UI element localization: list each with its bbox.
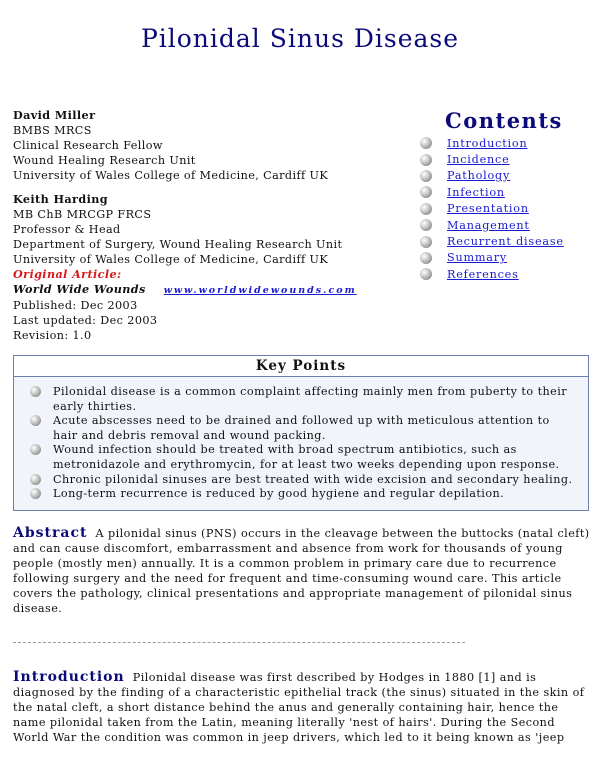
bullet-icon — [30, 415, 41, 426]
key-points-heading: Key Points — [14, 356, 588, 377]
bullet-icon — [420, 268, 432, 280]
author-affiliation: University of Wales College of Medicine, Cardiff UK — [13, 253, 329, 266]
page-title: Pilonidal Sinus Disease — [140, 24, 460, 53]
key-point-item — [30, 443, 578, 472]
contents-link-summary[interactable]: Summary — [447, 251, 508, 265]
updated-date: Last updated: Dec 2003 — [13, 314, 158, 327]
abstract-heading: Abstract — [13, 525, 88, 541]
bullet-icon — [30, 444, 41, 455]
key-point-item — [30, 414, 578, 443]
author-role: Clinical Research Fellow — [13, 139, 163, 152]
bullet-icon — [420, 186, 432, 198]
key-point-item — [30, 385, 578, 414]
key-point-text: Wound infection should be treated with broad spectrum antibiotics, such as metronidazole and erythromycin, for at least two weeks depending upon response. — [53, 443, 560, 471]
contents-link-introduction[interactable]: Introduction — [447, 136, 528, 150]
key-point-text: Acute abscesses need to be drained and followed up with meticulous attention to hair and debris removal and wound packing. — [53, 414, 550, 442]
author-name: David Miller — [13, 108, 96, 122]
key-point-item — [30, 487, 578, 502]
key-point-text: Pilonidal disease is a common complaint affecting mainly men from puberty to their early thirties. — [53, 385, 568, 413]
bullet-icon — [420, 219, 432, 231]
bullet-icon — [420, 170, 432, 182]
contents-item — [420, 151, 590, 167]
bullet-icon — [420, 137, 432, 149]
key-points-box — [13, 355, 589, 511]
author-unit: Wound Healing Research Unit — [13, 154, 196, 167]
author-unit: Department of Surgery, Wound Healing Research Unit — [13, 238, 343, 251]
revision: Revision: 1.0 — [13, 329, 92, 342]
published-date: Published: Dec 2003 — [13, 299, 138, 312]
journal-link[interactable]: www.worldwidewounds.com — [163, 285, 357, 296]
bullet-icon — [30, 474, 41, 485]
contents-item — [420, 201, 590, 217]
introduction-section — [13, 670, 591, 746]
abstract-section — [13, 526, 591, 616]
bullet-icon — [420, 203, 432, 215]
bullet-icon — [420, 154, 432, 166]
contents-link-presentation[interactable]: Presentation — [447, 202, 529, 216]
key-point-item — [30, 473, 578, 488]
contents-link-references[interactable]: References — [447, 267, 519, 281]
contents-panel — [420, 108, 590, 283]
contents-item — [420, 250, 590, 266]
section-divider — [13, 642, 465, 643]
author-affiliation: University of Wales College of Medicine, Cardiff UK — [13, 169, 329, 182]
journal-line — [13, 282, 413, 298]
contents-link-incidence[interactable]: Incidence — [447, 153, 510, 167]
author-name: Keith Harding — [13, 192, 108, 206]
contents-link-management[interactable]: Management — [447, 218, 530, 232]
key-point-text: Long-term recurrence is reduced by good hygiene and regular depilation. — [53, 487, 505, 501]
contents-link-pathology[interactable]: Pathology — [447, 169, 511, 183]
abstract-text: A pilonidal sinus (PNS) occurs in the cleavage between the buttocks (natal cleft) and can cause discomfort, embarrassment and absence from work for thousands of young people (mostly men) annually. It is a common problem in primary care due to recurrence following surgery and the need for frequent and time-consuming wound care. This article covers the pathology, clinical presentations and appropriate management of pilonidal sinus disease. — [13, 527, 590, 615]
contents-link-infection[interactable]: Infection — [447, 185, 505, 199]
key-point-text: Chronic pilonidal sinuses are best treated with wide excision and secondary healing. — [53, 472, 573, 486]
bullet-icon — [420, 236, 432, 248]
bullet-icon — [420, 252, 432, 264]
author-role: Professor & Head — [13, 223, 121, 236]
author-credential: BMBS MRCS — [13, 124, 92, 137]
contents-item — [420, 217, 590, 233]
bullet-icon — [30, 488, 41, 499]
contents-item — [420, 266, 590, 282]
original-article-label: Original Article: — [13, 267, 122, 281]
contents-link-recurrent-disease[interactable]: Recurrent disease — [447, 235, 564, 249]
bullet-icon — [30, 386, 41, 397]
contents-item — [420, 184, 590, 200]
contents-item — [420, 168, 590, 184]
journal-name: World Wide Wounds — [13, 282, 146, 296]
contents-heading: Contents — [445, 108, 563, 133]
introduction-heading: Introduction — [13, 669, 125, 685]
introduction-text: Pilonidal disease was first described by Hodges in 1880 [1] and is diagnosed by the finding of a characteristic epithelial track (the sinus) situated in the skin of the natal cleft, a short distance behind the anus and generally containing hair, hence the name pilonidal taken from the Latin, meaning literally 'nest of hairs'. During the Second World War the condition was common in jeep drivers, which led to it being known as 'jeep — [13, 671, 585, 744]
contents-item — [420, 135, 590, 151]
contents-item — [420, 233, 590, 249]
author-credential: MB ChB MRCGP FRCS — [13, 208, 152, 221]
author-block — [13, 108, 413, 343]
